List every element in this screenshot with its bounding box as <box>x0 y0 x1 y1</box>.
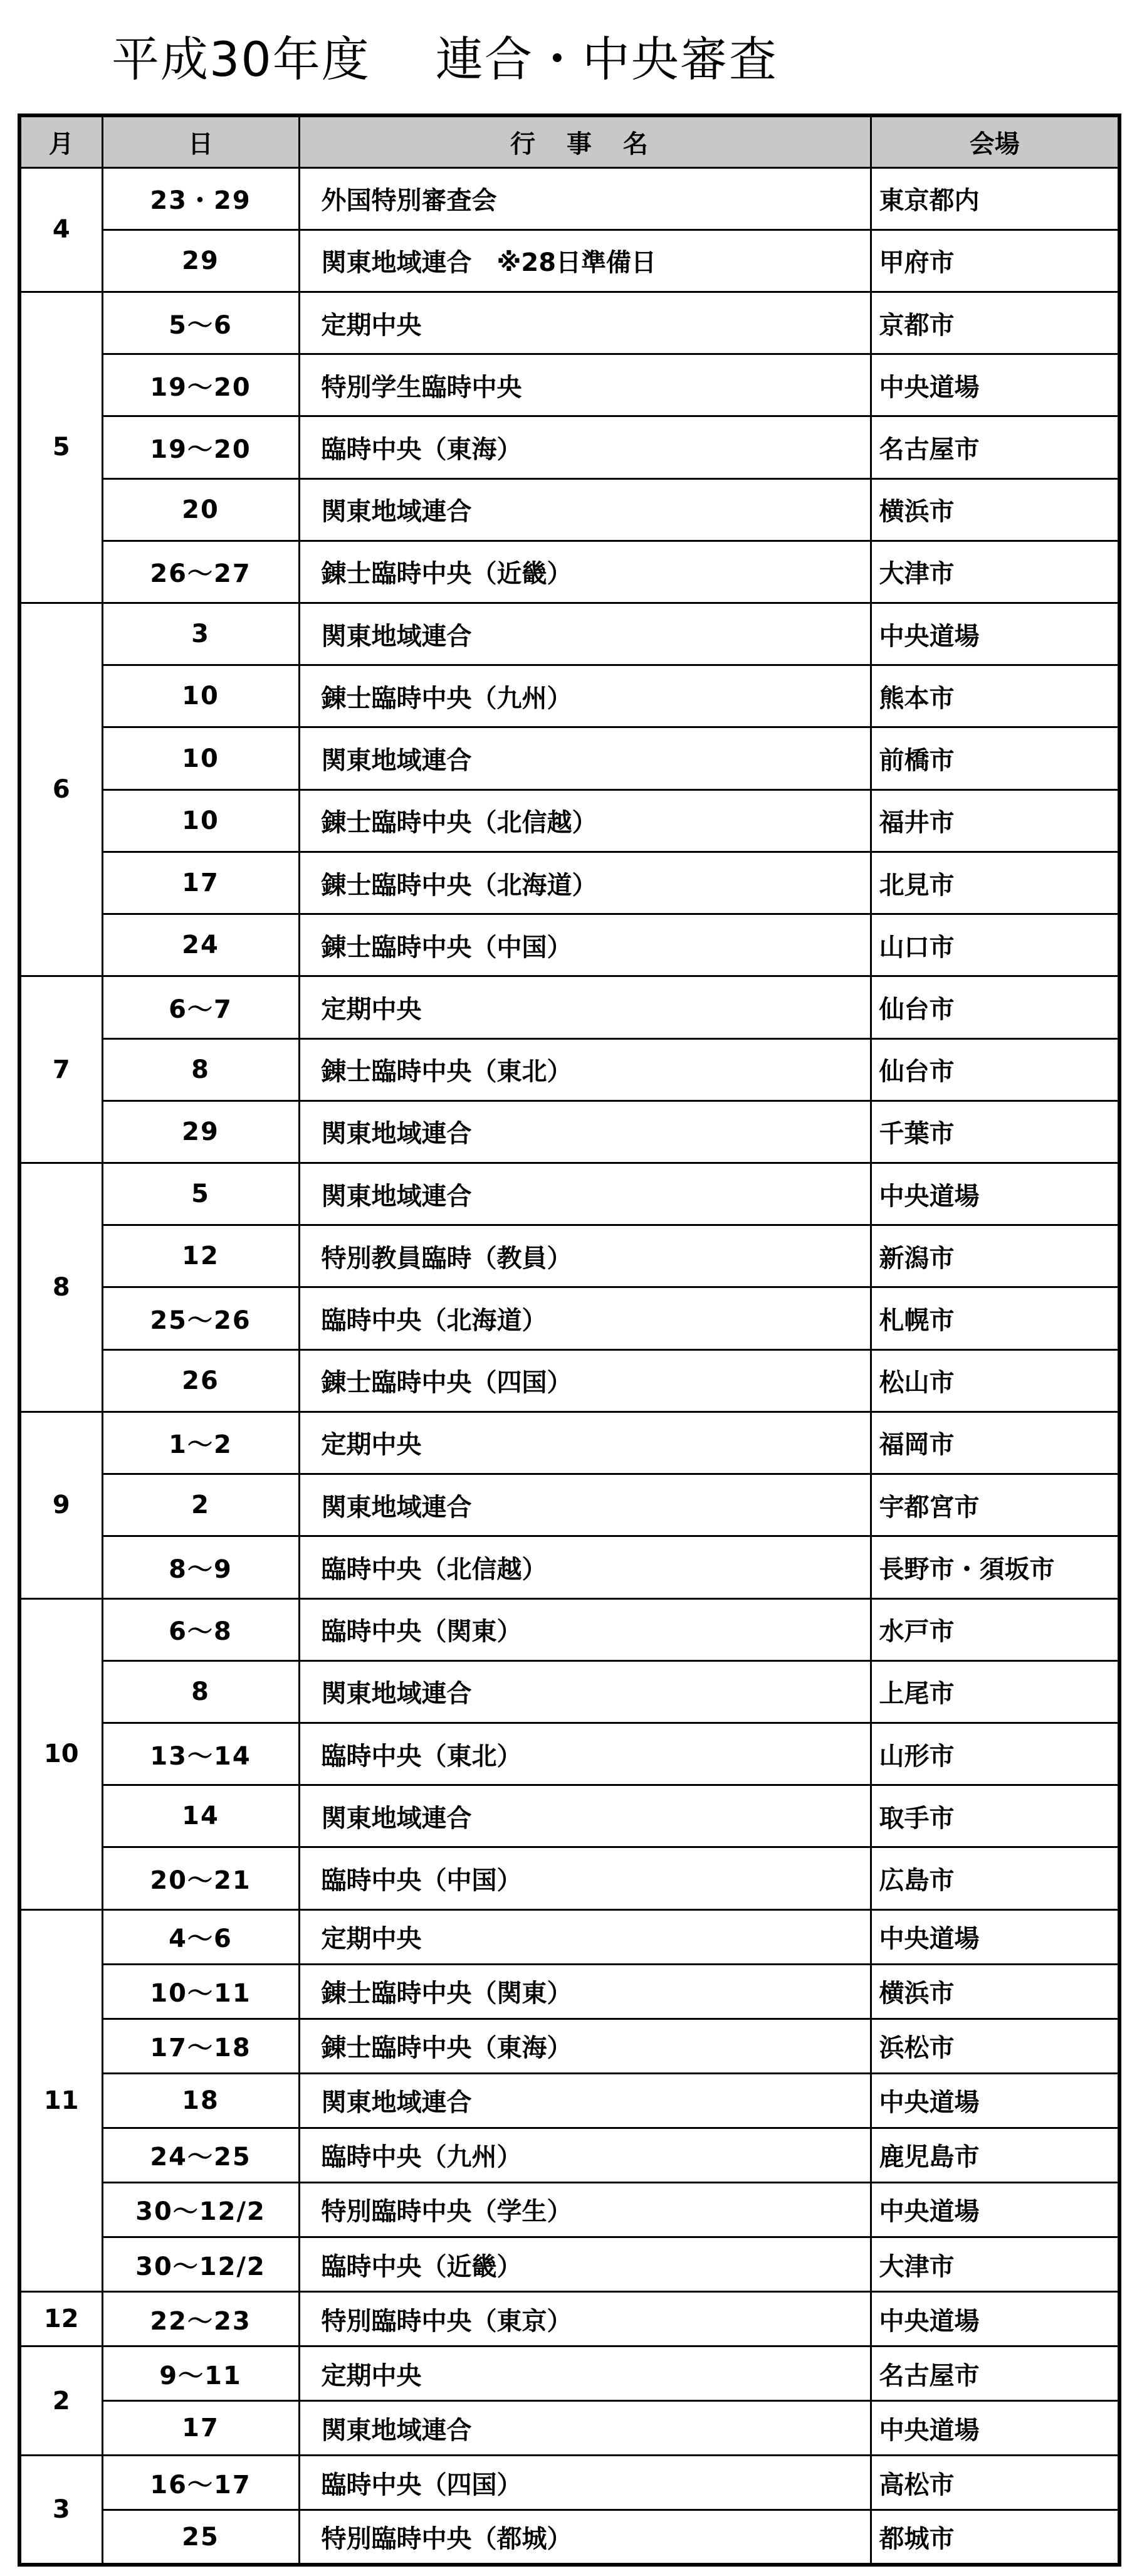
table-row <box>19 1785 1119 1847</box>
event-name-cell: 錬士臨時中央（東北） <box>299 1038 871 1101</box>
table-row <box>19 603 1119 665</box>
event-name-cell: 臨時中央（関東） <box>299 1598 871 1660</box>
month-cell: 6 <box>19 603 102 976</box>
table-row <box>19 789 1119 852</box>
event-name-cell: 臨時中央（四国） <box>299 2456 871 2510</box>
event-name-cell: 関東地域連合 <box>299 1101 871 1163</box>
day-cell: 10 <box>102 727 299 789</box>
event-name-cell: 錬士臨時中央（北信越） <box>299 789 871 852</box>
day-cell: 24 <box>102 914 299 976</box>
venue-cell: 名古屋市 <box>871 416 1119 478</box>
table-row <box>19 354 1119 416</box>
venue-cell: 仙台市 <box>871 1038 1119 1101</box>
venue-cell: 都城市 <box>871 2510 1119 2565</box>
table-row <box>19 2456 1119 2510</box>
day-cell: 17 <box>102 852 299 914</box>
table-row <box>19 292 1119 354</box>
table-row <box>19 727 1119 789</box>
page-title: 平成30年度 連合・中央審査 <box>112 31 778 87</box>
table-row <box>19 2346 1119 2401</box>
venue-cell: 新潟市 <box>871 1225 1119 1287</box>
event-name-cell: 定期中央 <box>299 1412 871 1474</box>
day-cell: 17～18 <box>102 2019 299 2073</box>
day-cell: 20～21 <box>102 1847 299 1909</box>
day-cell: 12 <box>102 1225 299 1287</box>
event-name-cell: 定期中央 <box>299 292 871 354</box>
venue-cell: 東京都内 <box>871 167 1119 230</box>
table-row <box>19 2128 1119 2182</box>
table-row <box>19 2292 1119 2346</box>
table-row <box>19 2237 1119 2292</box>
table-row <box>19 1287 1119 1349</box>
day-cell: 16～17 <box>102 2456 299 2510</box>
venue-column-header: 会場 <box>871 115 1119 167</box>
event-name-cell: 関東地域連合 <box>299 2073 871 2128</box>
event-name-cell: 臨時中央（近畿） <box>299 2237 871 2292</box>
event-name-cell: 錬士臨時中央（東海） <box>299 2019 871 2073</box>
day-cell: 3 <box>102 603 299 665</box>
venue-cell: 名古屋市 <box>871 2346 1119 2401</box>
event-name-cell: 錬士臨時中央（北海道） <box>299 852 871 914</box>
day-cell: 9～11 <box>102 2346 299 2401</box>
day-cell: 30～12/2 <box>102 2182 299 2237</box>
venue-cell: 中央道場 <box>871 2073 1119 2128</box>
day-cell: 22～23 <box>102 2292 299 2346</box>
table-row <box>19 976 1119 1038</box>
event-name-cell: 臨時中央（北信越） <box>299 1536 871 1598</box>
table-row <box>19 1101 1119 1163</box>
venue-cell: 福井市 <box>871 789 1119 852</box>
event-name-cell: 関東地域連合 <box>299 727 871 789</box>
schedule-table <box>18 113 1121 2567</box>
day-cell: 30～12/2 <box>102 2237 299 2292</box>
day-cell: 5 <box>102 1163 299 1225</box>
table-row <box>19 1964 1119 2019</box>
day-cell: 25～26 <box>102 1287 299 1349</box>
venue-cell: 横浜市 <box>871 1964 1119 2019</box>
day-cell: 26～27 <box>102 541 299 603</box>
event-name-cell: 関東地域連合 <box>299 1785 871 1847</box>
venue-cell: 上尾市 <box>871 1660 1119 1723</box>
venue-cell: 中央道場 <box>871 603 1119 665</box>
month-cell: 7 <box>19 976 102 1163</box>
table-row <box>19 2073 1119 2128</box>
month-cell: 4 <box>19 167 102 292</box>
venue-cell: 京都市 <box>871 292 1119 354</box>
day-cell: 8 <box>102 1660 299 1723</box>
day-cell: 10 <box>102 789 299 852</box>
venue-cell: 札幌市 <box>871 1287 1119 1349</box>
table-row <box>19 1598 1119 1660</box>
event-name-cell: 関東地域連合 <box>299 478 871 541</box>
day-cell: 10 <box>102 665 299 727</box>
table-row <box>19 2401 1119 2456</box>
month-cell: 10 <box>19 1598 102 1909</box>
venue-cell: 水戸市 <box>871 1598 1119 1660</box>
day-cell: 26 <box>102 1349 299 1412</box>
table-row <box>19 541 1119 603</box>
venue-cell: 千葉市 <box>871 1101 1119 1163</box>
venue-cell: 広島市 <box>871 1847 1119 1909</box>
event-column-header: 行 事 名 <box>299 115 871 167</box>
day-cell: 6～8 <box>102 1598 299 1660</box>
venue-cell: 中央道場 <box>871 1163 1119 1225</box>
venue-cell: 高松市 <box>871 2456 1119 2510</box>
event-name-cell: 定期中央 <box>299 1909 871 1964</box>
day-cell: 8 <box>102 1038 299 1101</box>
event-name-cell: 特別臨時中央（学生） <box>299 2182 871 2237</box>
event-name-cell: 関東地域連合 <box>299 2401 871 2456</box>
table-row <box>19 1163 1119 1225</box>
table-row <box>19 914 1119 976</box>
event-name-cell: 外国特別審査会 <box>299 167 871 230</box>
event-name-cell: 定期中央 <box>299 976 871 1038</box>
day-cell: 23・29 <box>102 167 299 230</box>
event-name-cell: 錬士臨時中央（中国） <box>299 914 871 976</box>
table-row <box>19 852 1119 914</box>
venue-cell: 甲府市 <box>871 230 1119 292</box>
venue-cell: 福岡市 <box>871 1412 1119 1474</box>
event-name-cell: 特別臨時中央（都城） <box>299 2510 871 2565</box>
month-column-header: 月 <box>19 115 102 167</box>
table-row <box>19 1847 1119 1909</box>
table-row <box>19 1412 1119 1474</box>
day-cell: 18 <box>102 2073 299 2128</box>
month-cell: 11 <box>19 1909 102 2291</box>
day-cell: 10～11 <box>102 1964 299 2019</box>
month-cell: 12 <box>19 2292 102 2346</box>
month-cell: 8 <box>19 1163 102 1412</box>
venue-cell: 長野市・須坂市 <box>871 1536 1119 1598</box>
event-name-cell: 特別教員臨時（教員） <box>299 1225 871 1287</box>
day-cell: 8～9 <box>102 1536 299 1598</box>
venue-cell: 中央道場 <box>871 2292 1119 2346</box>
day-cell: 29 <box>102 230 299 292</box>
event-name-cell: 錬士臨時中央（四国） <box>299 1349 871 1412</box>
day-cell: 2 <box>102 1474 299 1536</box>
event-name-cell: 錬士臨時中央（関東） <box>299 1964 871 2019</box>
day-cell: 24～25 <box>102 2128 299 2182</box>
day-cell: 5～6 <box>102 292 299 354</box>
table-row <box>19 478 1119 541</box>
venue-cell: 中央道場 <box>871 354 1119 416</box>
header-row <box>19 115 1119 167</box>
day-column-header: 日 <box>102 115 299 167</box>
event-name-cell: 臨時中央（東北） <box>299 1723 871 1785</box>
event-name-cell: 関東地域連合 <box>299 603 871 665</box>
table-row <box>19 1349 1119 1412</box>
venue-cell: 中央道場 <box>871 2401 1119 2456</box>
venue-cell: 浜松市 <box>871 2019 1119 2073</box>
table-row <box>19 665 1119 727</box>
day-cell: 19～20 <box>102 354 299 416</box>
venue-cell: 中央道場 <box>871 2182 1119 2237</box>
schedule-body <box>19 167 1119 2565</box>
day-cell: 4～6 <box>102 1909 299 1964</box>
month-cell: 9 <box>19 1412 102 1598</box>
day-cell: 25 <box>102 2510 299 2565</box>
event-name-cell: 臨時中央（九州） <box>299 2128 871 2182</box>
day-cell: 19～20 <box>102 416 299 478</box>
event-name-cell: 特別学生臨時中央 <box>299 354 871 416</box>
table-row <box>19 1660 1119 1723</box>
table-row <box>19 167 1119 230</box>
day-cell: 20 <box>102 478 299 541</box>
table-row <box>19 1038 1119 1101</box>
venue-cell: 宇都宮市 <box>871 1474 1119 1536</box>
venue-cell: 山口市 <box>871 914 1119 976</box>
event-name-cell: 錬士臨時中央（九州） <box>299 665 871 727</box>
day-cell: 14 <box>102 1785 299 1847</box>
day-cell: 17 <box>102 2401 299 2456</box>
venue-cell: 鹿児島市 <box>871 2128 1119 2182</box>
event-name-cell: 臨時中央（北海道） <box>299 1287 871 1349</box>
table-row <box>19 416 1119 478</box>
day-cell: 1～2 <box>102 1412 299 1474</box>
day-cell: 29 <box>102 1101 299 1163</box>
table-row <box>19 1723 1119 1785</box>
event-name-cell: 特別臨時中央（東京） <box>299 2292 871 2346</box>
table-row <box>19 1225 1119 1287</box>
venue-cell: 大津市 <box>871 541 1119 603</box>
event-name-cell: 関東地域連合 <box>299 1474 871 1536</box>
day-cell: 6～7 <box>102 976 299 1038</box>
table-row <box>19 2510 1119 2565</box>
venue-cell: 山形市 <box>871 1723 1119 1785</box>
venue-cell: 横浜市 <box>871 478 1119 541</box>
table-row <box>19 230 1119 292</box>
table-row <box>19 1536 1119 1598</box>
venue-cell: 取手市 <box>871 1785 1119 1847</box>
table-row <box>19 2019 1119 2073</box>
venue-cell: 北見市 <box>871 852 1119 914</box>
table-row <box>19 1909 1119 1964</box>
month-cell: 5 <box>19 292 102 603</box>
venue-cell: 中央道場 <box>871 1909 1119 1964</box>
venue-cell: 大津市 <box>871 2237 1119 2292</box>
event-name-cell: 関東地域連合 ※28日準備日 <box>299 230 871 292</box>
table-row <box>19 2182 1119 2237</box>
event-name-cell: 臨時中央（東海） <box>299 416 871 478</box>
event-name-cell: 臨時中央（中国） <box>299 1847 871 1909</box>
event-name-cell: 関東地域連合 <box>299 1660 871 1723</box>
table-row <box>19 1474 1119 1536</box>
venue-cell: 前橋市 <box>871 727 1119 789</box>
event-name-cell: 定期中央 <box>299 2346 871 2401</box>
venue-cell: 松山市 <box>871 1349 1119 1412</box>
venue-cell: 熊本市 <box>871 665 1119 727</box>
day-cell: 13～14 <box>102 1723 299 1785</box>
event-name-cell: 錬士臨時中央（近畿） <box>299 541 871 603</box>
venue-cell: 仙台市 <box>871 976 1119 1038</box>
month-cell: 2 <box>19 2346 102 2456</box>
event-name-cell: 関東地域連合 <box>299 1163 871 1225</box>
month-cell: 3 <box>19 2456 102 2565</box>
